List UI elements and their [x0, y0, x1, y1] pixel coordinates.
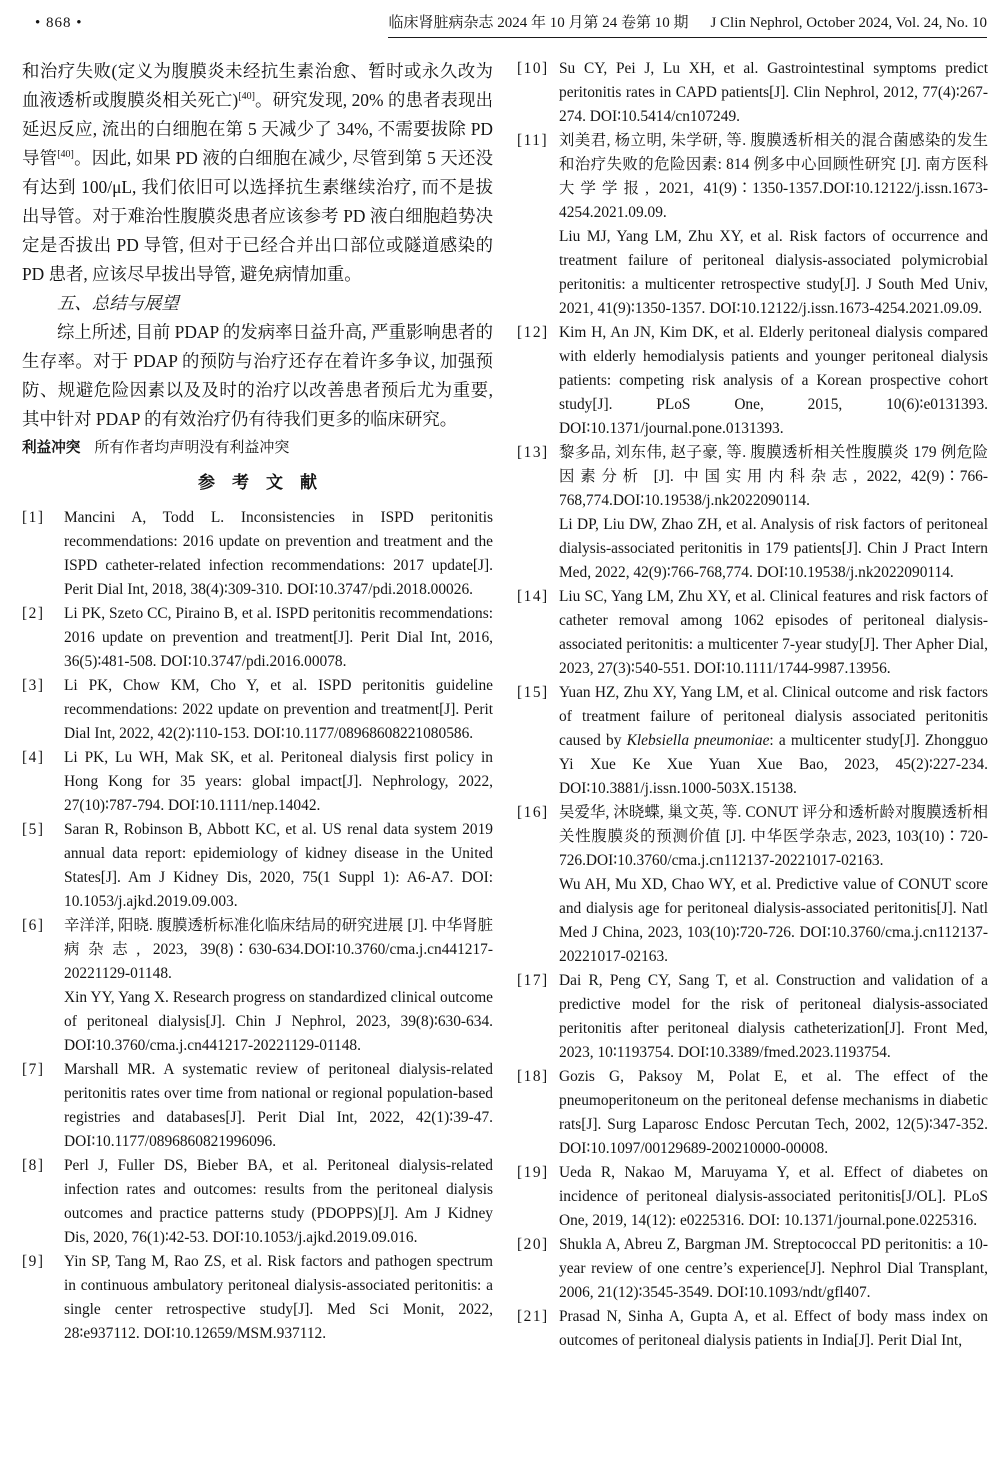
reference-item	[22, 602, 493, 674]
reference-number: [21]	[517, 1308, 549, 1325]
reference-item	[517, 969, 988, 1065]
reference-item	[517, 441, 988, 585]
paragraph-treatment-failure: 和治疗失败(定义为腹膜炎未经抗生素治愈、暂时或永久改为血液透析或腹膜炎相关死亡)[40]。研究发现, 20% 的患者表现出延迟反应, 流出的白细胞在第 5 天减少了 34%, 不需要拔除 PD 导管[40]。因此, 如果 PD 液的白细胞在减少, 尽管到第 5 天还没有达到 100/μL, 我们依旧可以选择抗生素继续治疗, 而不是拔出导管。对于难治性腹膜炎患者应该参考 PD 液白细胞趋势决定是否拔出 PD 导管, 但对于已经合并出口部位或隧道感染的 PD 患者, 应该尽早拔出导管, 避免病情加重。	[22, 61, 494, 284]
reference-text: Li PK, Szeto CC, Piraino B, et al. ISPD peritonitis recommendations: 2016 update on prevention and treatment[J]. Perit Dial Int, 2016, 36(5)∶481-508. DOI∶10.3747/pdi.2016.00078.	[64, 605, 493, 670]
references-heading: 参 考 文 献	[198, 473, 317, 492]
reference-number: [2]	[22, 605, 45, 622]
reference-number: [19]	[517, 1164, 549, 1181]
reference-number: [12]	[517, 324, 549, 341]
reference-text: Mancini A, Todd L. Inconsistencies in ISPD peritonitis recommendations: 2016 update on prevention and treatment and the ISPD catheter-related infection recommendations: 2017 update[J]. Perit Dial Int, 2018, 38(4)∶309-310. DOI∶10.3747/pdi.2018.00026.	[64, 509, 493, 598]
reference-text: Ueda R, Nakao M, Maruyama Y, et al. Effect of diabetes on incidence of peritoneal dialysis-associated peritonitis[J/OL]. PLoS One, 2019, 14(12): e0225316. DOI: 10.1371/journal.pone.0225316.	[559, 1164, 988, 1229]
reference-text: 吴爱华, 沐晓蝶, 巢文英, 等. CONUT 评分和透析龄对腹膜透析相关性腹膜炎的预测价值 [J]. 中华医学杂志, 2023, 103(10)∶720-726.DOI∶10.3760/cma.j.cn112137-20221017-02163.	[559, 804, 988, 869]
reference-item	[22, 506, 493, 602]
reference-number: [11]	[517, 132, 549, 149]
reference-item	[22, 818, 493, 914]
reference-text: Dai R, Peng CY, Sang T, et al. Construction and validation of a predictive model for the risk of peritoneal dialysis-associated peritonitis after peritoneal dialysis catheterization[J]. Front Med, 2023, 10∶1193754. DOI∶10.3389/fmed.2023.1193754.	[559, 972, 988, 1061]
reference-text: Liu SC, Yang LM, Zhu XY, et al. Clinical features and risk factors of catheter removal among 1062 episodes of peritoneal dialysis-associated peritonitis: a multicenter 7-year study[J]. Ther Apher Dial, 2023, 27(3)∶540-551. DOI∶10.1111/1744-9987.13956.	[559, 588, 988, 677]
journal-title-zh: 临床肾脏病杂志 2024 年 10 月第 24 卷第 10 期	[388, 15, 689, 31]
left-column	[22, 57, 493, 1346]
page-number: • 868 •	[35, 15, 83, 31]
journal-header-line	[388, 13, 987, 38]
reference-item	[22, 674, 493, 746]
reference-number: [18]	[517, 1068, 549, 1085]
reference-text: Gozis G, Paksoy M, Polat E, et al. The effect of the pneumoperitoneum on the peritoneal defense mechanisms in diabetic rats[J]. Surg Laparosc Endosc Percutan Tech, 2002, 12(5)∶347-352. DOI∶10.1097/00129689-200210000-00008.	[559, 1068, 988, 1157]
reference-item	[517, 129, 988, 321]
reference-text: Su CY, Pei J, Lu XH, et al. Gastrointestinal symptoms predict peritonitis rates in CAPD patients[J]. Clin Nephrol, 2012, 77(4)∶267-274. DOI∶10.5414/cn107249.	[559, 60, 988, 125]
reference-item	[22, 1250, 493, 1346]
reference-item	[517, 1065, 988, 1161]
reference-text: Perl J, Fuller DS, Bieber BA, et al. Peritoneal dialysis-related infection rates and outcomes: results from the peritoneal dialysis outcomes and practice patterns study (PDOPPS)[J]. Am J Kidney Dis, 2020, 76(1)∶42-53. DOI∶10.1053/j.ajkd.2019.09.016.	[64, 1157, 493, 1246]
reference-number: [10]	[517, 60, 549, 77]
paragraph-summary: 综上所述, 目前 PDAP 的发病率日益升高, 严重影响患者的生存率。对于 PDAP 的预防与治疗还存在着许多争议, 加强预防、规避危险因素以及及时的治疗以改善患者预后尤为重要, 其中针对 PDAP 的有效治疗仍有待我们更多的临床研究。	[22, 322, 493, 429]
coi-label: 利益冲突	[22, 440, 81, 456]
reference-text: 辛洋洋, 阳晓. 腹膜透析标准化临床结局的研究进展 [J]. 中华肾脏病杂志, 2023, 39(8)∶630-634.DOI∶10.3760/cma.j.cn441217-20221129-01148.	[64, 917, 493, 982]
citation-superscript: [40]	[57, 149, 74, 161]
reference-number: [8]	[22, 1157, 45, 1174]
reference-text: Shukla A, Abreu Z, Bargman JM. Streptococcal PD peritonitis: a 10-year review of one centre’s experience[J]. Nephrol Dial Transplant, 2006, 21(12)∶3545-3549. DOI∶10.1093/ndt/gfl407.	[559, 1236, 988, 1301]
reference-item	[22, 914, 493, 1058]
reference-number: [20]	[517, 1236, 549, 1253]
italic-species-name: Klebsiella pneumoniae	[626, 732, 770, 749]
reference-text: Wu AH, Mu XD, Chao WY, et al. Predictive value of CONUT score and dialysis age for peritoneal dialysis-associated peritonitis[J]. Natl Med J China, 2023, 103(10)∶720-726. DOI∶10.3760/cma.j.cn112137-20221017-02163.	[559, 876, 988, 965]
page-header	[35, 13, 987, 38]
reference-text: Li PK, Lu WH, Mak SK, et al. Peritoneal dialysis first policy in Hong Kong for 35 years: global impact[J]. Nephrology, 2022, 27(10)∶787-794. DOI∶10.1111/nep.14042.	[64, 749, 493, 814]
reference-item	[517, 801, 988, 969]
reference-item	[517, 681, 988, 801]
reference-item	[22, 746, 493, 818]
section-heading-summary: 五、总结与展望	[57, 293, 179, 313]
reference-list-left	[22, 506, 493, 1346]
reference-item	[517, 1233, 988, 1305]
reference-text: Xin YY, Yang X. Research progress on standardized clinical outcome of peritoneal dialysis[J]. Chin J Nephrol, 2023, 39(8)∶630-634. DOI∶10.3760/cma.j.cn441217-20221129-01148.	[64, 989, 493, 1054]
reference-number: [6]	[22, 917, 45, 934]
reference-item	[517, 1305, 988, 1353]
reference-text: Yuan HZ, Zhu XY, Yang LM, et al. Clinical outcome and risk factors of treatment failure of peritoneal dialysis associated peritonitis caused by Klebsiella pneumoniae: a multicenter study[J]. Zhongguo Yi Xue Ke Xue Yuan Xue Bao, 2023, 45(2)∶227-234. DOI∶10.3881/j.issn.1000-503X.15138.	[559, 684, 988, 797]
reference-number: [15]	[517, 684, 549, 701]
reference-number: [4]	[22, 749, 45, 766]
reference-list-right	[517, 57, 988, 1353]
reference-text: Liu MJ, Yang LM, Zhu XY, et al. Risk factors of occurrence and treatment failure of peritoneal dialysis-associated polymicrobial peritonitis: a multicenter retrospective study[J]. J South Med Univ, 2021, 41(9)∶1350-1357. DOI∶10.12122/j.issn.1673-4254.2021.09.09.	[559, 228, 988, 317]
reference-text: Kim H, An JN, Kim DK, et al. Elderly peritoneal dialysis compared with elderly hemodialysis patients and younger peritoneal dialysis patients: competing risk analysis of a Korean prospective cohort study[J]. PLoS One, 2015, 10(6)∶e0131393. DOI∶10.1371/journal.pone.0131393.	[559, 324, 988, 437]
reference-item	[517, 585, 988, 681]
journal-title-en: J Clin Nephrol, October 2024, Vol. 24, No. 10	[710, 15, 987, 31]
reference-number: [9]	[22, 1253, 45, 1270]
reference-number: [7]	[22, 1061, 45, 1078]
reference-item	[22, 1154, 493, 1250]
conflict-of-interest-line	[22, 436, 493, 461]
reference-number: [3]	[22, 677, 45, 694]
coi-text: 所有作者均声明没有利益冲突	[94, 440, 290, 456]
reference-number: [13]	[517, 444, 549, 461]
citation-superscript: [40]	[238, 91, 255, 103]
reference-number: [1]	[22, 509, 45, 526]
reference-item	[517, 1161, 988, 1233]
reference-number: [16]	[517, 804, 549, 821]
reference-text: Marshall MR. A systematic review of peritoneal dialysis-related peritonitis rates over time from national or regional population-based registries and databases[J]. Perit Dial Int, 2022, 42(1)∶39-47. DOI∶10.1177/0896860821996096.	[64, 1061, 493, 1150]
reference-text: Prasad N, Sinha A, Gupta A, et al. Effect of body mass index on outcomes of peritoneal dialysis patients in India[J]. Perit Dial Int,	[559, 1308, 988, 1349]
reference-text: Li PK, Chow KM, Cho Y, et al. ISPD peritonitis guideline recommendations: 2022 update on prevention and treatment[J]. Perit Dial Int, 2022, 42(2)∶110-153. DOI∶10.1177/08968608221080586.	[64, 677, 493, 742]
reference-text: 黎多品, 刘东伟, 赵子豪, 等. 腹膜透析相关性腹膜炎 179 例危险因素分析 [J]. 中国实用内科杂志, 2022, 42(9)∶766-768,774.DOI∶10.19538/j.nk2022090114.	[559, 444, 988, 509]
reference-text: 刘美君, 杨立明, 朱学研, 等. 腹膜透析相关的混合菌感染的发生和治疗失败的危险因素: 814 例多中心回顾性研究 [J]. 南方医科大学学报, 2021, 41(9)∶1350-1357.DOI∶10.12122/j.issn.1673-4254.2021.09.09.	[559, 132, 988, 221]
reference-number: [14]	[517, 588, 549, 605]
reference-text: Saran R, Robinson B, Abbott KC, et al. US renal data system 2019 annual data report: epidemiology of kidney disease in the United States[J]. Am J Kidney Dis, 2020, 75(1 Suppl 1): A6-A7. DOI: 10.1053/j.ajkd.2019.09.003.	[64, 821, 493, 910]
reference-item	[517, 321, 988, 441]
reference-item	[22, 1058, 493, 1154]
reference-text: Yin SP, Tang M, Rao ZS, et al. Risk factors and pathogen spectrum in continuous ambulatory peritoneal dialysis-associated peritonitis: a single center retrospective study[J]. Med Sci Monit, 2022, 28∶e937112. DOI∶10.12659/MSM.937112.	[64, 1253, 493, 1342]
reference-number: [17]	[517, 972, 549, 989]
reference-item	[517, 57, 988, 129]
reference-number: [5]	[22, 821, 45, 838]
right-column	[517, 57, 988, 1353]
reference-text: Li DP, Liu DW, Zhao ZH, et al. Analysis of risk factors of peritoneal dialysis-associated peritonitis in 179 patients[J]. Chin J Pract Intern Med, 2022, 42(9)∶766-768,774. DOI∶10.19538/j.nk2022090114.	[559, 516, 988, 581]
